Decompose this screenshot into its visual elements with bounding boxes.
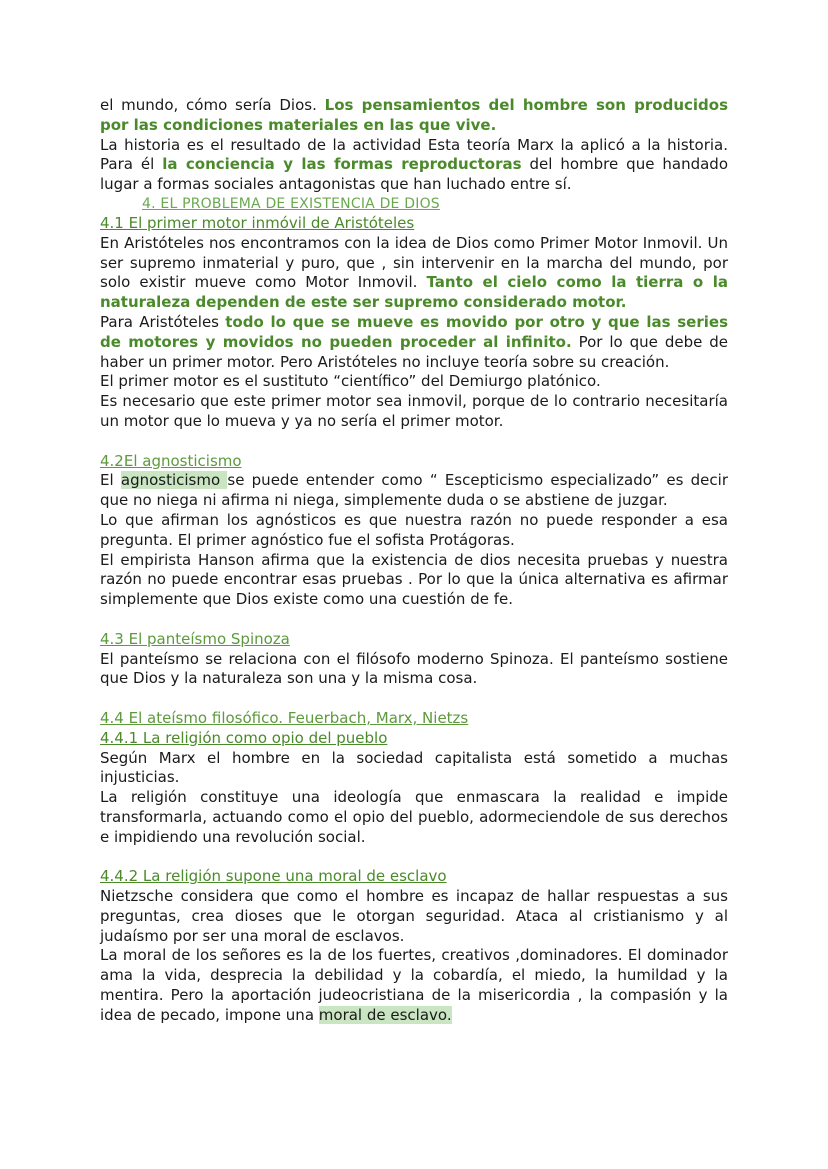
paragraph: El panteísmo se relaciona con el filósofo moderno Spinoza. El panteísmo sostiene que Dios y la naturaleza son una y la misma cosa. <box>100 649 728 688</box>
highlighted-text: Los pensamientos del hombre son producidos por las condiciones materiales en las que vive. <box>100 96 728 134</box>
heading-4-4: 4.4 El ateísmo filosófico. Feuerbach, Marx, Nietzs <box>100 708 469 727</box>
text: del hombre que handado lugar a formas sociales antagonistas que han luchado entre sí. <box>100 155 728 194</box>
paragraph <box>100 946 728 1025</box>
document-page <box>100 96 728 1026</box>
paragraph <box>100 471 728 511</box>
text: Por lo que debe de haber un primer motor. Pero Aristóteles no incluye teoría sobre su creación. <box>100 332 729 371</box>
highlighted-text: Tanto el cielo como la tierra o la naturaleza dependen de este ser supremo considerado motor. <box>100 273 728 312</box>
paragraph: Según Marx el hombre en la sociedad capitalista está sometido a muchas injusticias. <box>100 748 728 787</box>
paragraph: La religión constituye una ideología que enmascara la realidad e impide transformarla, actuando como el opio del pueblo, adormeciendole de sus derechos e impidiendo una revolución social. <box>100 788 728 846</box>
paragraph: Lo que afirman los agnósticos es que nuestra razón no puede responder a esa pregunta. El primer agnóstico fue el sofista Protágoras. <box>100 510 728 549</box>
highlighted-text: la conciencia y las formas reproductoras <box>162 155 522 174</box>
heading-4-4-1: 4.4.1 La religión como opio del pueblo <box>100 728 388 747</box>
heading-4-3: 4.3 El panteísmo Spinoza <box>100 629 290 648</box>
text: En Aristóteles nos encontramos con la idea de Dios como Primer Motor Inmovil. Un ser supremo inmaterial y puro, que , sin intervenir en la marcha del mundo, por solo existir mueve como Motor Inmovil. <box>100 233 728 292</box>
spacer <box>100 432 728 452</box>
highlighted-term: agnosticismo <box>120 471 228 490</box>
spacer <box>100 610 728 630</box>
text: La moral de los señores es la de los fuertes, creativos ,dominadores. El dominador ama la vida, desprecia la debilidad y la cobardía, el miedo, la humildad y la mentira. Pero la aportación judeocristiana de la misericordia , la compasión y la idea de pecado, impone una <box>100 946 728 1024</box>
paragraph: Nietzsche considera que como el hombre es incapaz de hallar respuestas a sus preguntas, crea dioses que le otorgan seguridad. Ataca al cristianismo y al judaísmo por ser una moral de esclavos. <box>100 887 728 945</box>
heading-4-2: 4.2El agnosticismo <box>100 451 242 470</box>
paragraph <box>100 234 728 313</box>
text: El <box>100 471 121 490</box>
paragraph: El primer motor es el sustituto “científico” del Demiurgo platónico. <box>100 372 601 391</box>
section-title: 4. EL PROBLEMA DE EXISTENCIA DE DIOS <box>142 195 440 212</box>
text: La historia es el resultado de la actividad Esta teoría Marx la aplicó a la historia. Para él <box>100 135 728 174</box>
highlighted-term: moral de esclavo. <box>318 1005 452 1024</box>
highlighted-text: todo lo que se mueve es movido por otro y que las series de motores y movidos no pueden proceder al infinito. <box>100 312 728 351</box>
heading-4-1: 4.1 El primer motor inmóvil de Aristóteles <box>100 213 415 232</box>
text: Para Aristóteles <box>100 312 226 331</box>
spacer <box>100 689 728 709</box>
paragraph: El empirista Hanson afirma que la existencia de dios necesita pruebas y nuestra razón no puede encontrar esas pruebas . Por lo que la única alternativa es afirmar simplemente que Dios existe como una cuestión de fe. <box>100 550 728 609</box>
paragraph <box>100 313 728 372</box>
paragraph: Es necesario que este primer motor sea inmovil, porque de lo contrario necesitaría un motor que lo mueva y ya no sería el primer motor. <box>100 392 728 430</box>
intro-paragraph-1 <box>100 96 728 136</box>
heading-4-4-2: 4.4.2 La religión supone una moral de esclavo <box>100 867 447 886</box>
text: se puede entender como “ Escepticismo especializado” es decir que no niega ni afirma ni niega, simplemente duda o se abstiene de juzgar. <box>100 471 728 510</box>
text: el mundo, cómo sería Dios. <box>100 96 325 114</box>
intro-paragraph-2 <box>100 136 728 195</box>
spacer <box>100 847 728 867</box>
